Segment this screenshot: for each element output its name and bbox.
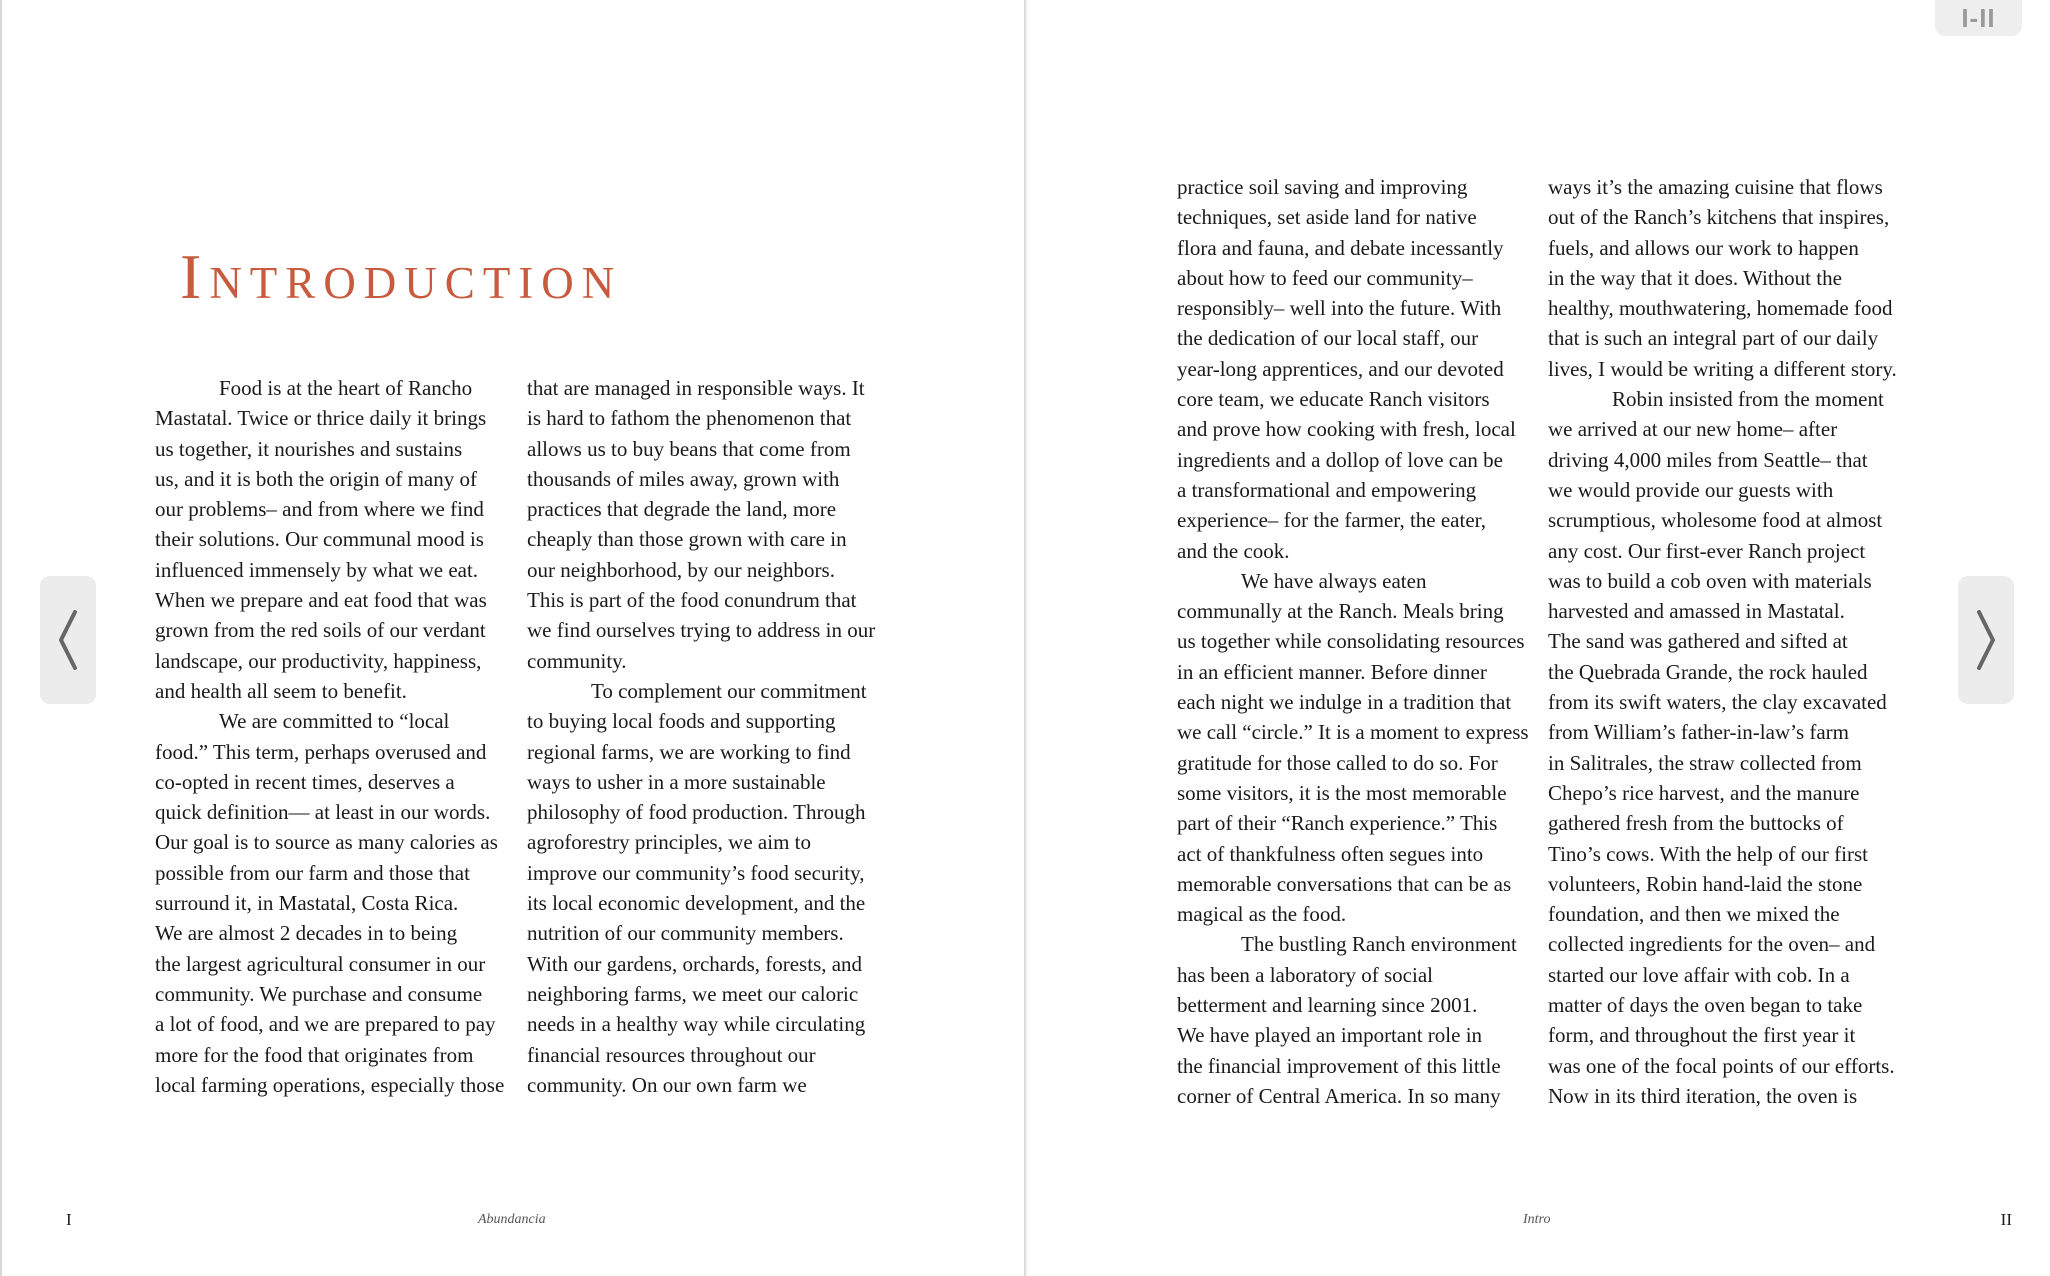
text-line: Chepo’s rice harvest, and the manure [1548, 780, 1860, 805]
text-line: core team, we educate Ranch visitors [1177, 387, 1490, 412]
text-line: we call “circle.” It is a moment to express [1177, 720, 1529, 745]
chapter-title: Introduction [180, 241, 623, 312]
text-line: community. We purchase and consume [155, 981, 483, 1006]
text-line: the financial improvement of this little [1177, 1053, 1501, 1078]
text-line: we find ourselves trying to address in our [527, 618, 876, 643]
text-line: grown from the red soils of our verdant [155, 618, 486, 643]
running-footer: Intro [1523, 1212, 1551, 1227]
right-page-column-1 [1177, 172, 1537, 1111]
text-line: us together, it nourishes and sustains [155, 436, 463, 461]
text-line: ingredients and a dollop of love can be [1177, 447, 1503, 472]
text-line: local farming operations, especially those [155, 1072, 505, 1097]
text-line: techniques, set aside land for native [1177, 205, 1477, 230]
text-line: nutrition of our community members. [527, 921, 844, 946]
text-line: needs in a healthy way while circulating [527, 1012, 866, 1037]
text-line: co-opted in recent times, deserves a [155, 769, 455, 794]
text-line: lives, I would be writing a different story. [1548, 356, 1897, 381]
text-line: quick definition— at least in our words. [155, 800, 491, 825]
text-line: Tino’s cows. With the help of our first [1548, 841, 1868, 866]
left-page [0, 0, 1024, 1276]
text-line: from its swift waters, the clay excavated [1548, 690, 1887, 715]
text-line: Robin insisted from the moment [1612, 387, 1884, 412]
text-line: part of their “Ranch experience.” This [1177, 811, 1498, 836]
text-line: in the way that it does. Without the [1548, 265, 1842, 290]
text-line: that is such an integral part of our daily [1548, 326, 1879, 351]
text-line: matter of days the oven began to take [1548, 993, 1863, 1018]
text-line: about how to feed our community– [1177, 265, 1473, 290]
text-line: a transformational and empowering [1177, 477, 1477, 502]
text-line: their solutions. Our communal mood is [155, 527, 484, 552]
right-page [1028, 0, 2050, 1276]
text-line: foundation, and then we mixed the [1548, 902, 1840, 927]
text-line: practices that degrade the land, more [527, 497, 837, 522]
text-line: is hard to fathom the phenomenon that [527, 406, 852, 431]
text-line: fuels, and allows our work to happen [1548, 235, 1859, 260]
text-line: We are committed to “local [219, 709, 450, 734]
text-line: regional farms, we are working to find [527, 739, 851, 764]
text-line: in an efficient manner. Before dinner [1177, 659, 1487, 684]
running-footer: Abundancia [478, 1212, 546, 1227]
text-line: and health all seem to benefit. [155, 678, 407, 703]
text-line: volunteers, Robin hand-laid the stone [1548, 871, 1863, 896]
text-line: any cost. Our first-ever Ranch project [1548, 538, 1866, 563]
text-line: thousands of miles away, grown with [527, 466, 840, 491]
text-line: was one of the focal points of our efforts. [1548, 1053, 1895, 1078]
text-line: memorable conversations that can be as [1177, 871, 1512, 896]
text-line: us together while consolidating resources [1177, 629, 1525, 654]
text-line: community. On our own farm we [527, 1072, 807, 1097]
text-line: the dedication of our local staff, our [1177, 326, 1479, 351]
text-line: a lot of food, and we are prepared to pay [155, 1012, 496, 1037]
text-line: in Salitrales, the straw collected from [1548, 750, 1862, 775]
text-line: we arrived at our new home– after [1548, 417, 1838, 442]
text-line: financial resources throughout our [527, 1042, 816, 1067]
text-line: improve our community’s food security, [527, 860, 865, 885]
text-line: We are almost 2 decades in to being [155, 921, 458, 946]
text-line: gratitude for those called to do so. For [1177, 750, 1498, 775]
text-line: flora and fauna, and debate incessantly [1177, 235, 1504, 260]
text-line: allows us to buy beans that come from [527, 436, 851, 461]
text-line: year-long apprentices, and our devoted [1177, 356, 1504, 381]
text-line: we would provide our guests with [1548, 477, 1834, 502]
text-line: Our goal is to source as many calories as [155, 830, 498, 855]
left-page-column-2 [527, 373, 887, 1100]
text-line: has been a laboratory of social [1177, 962, 1433, 987]
chevron-right-icon [1973, 608, 1999, 672]
text-line: our neighborhood, by our neighbors. [527, 557, 835, 582]
text-line: gathered fresh from the buttocks of [1548, 811, 1844, 836]
text-line: We have always eaten [1241, 568, 1427, 593]
page-number: II [2000, 1210, 2012, 1229]
text-line: neighboring farms, we meet our caloric [527, 981, 859, 1006]
text-line: healthy, mouthwatering, homemade food [1548, 296, 1893, 321]
text-line: surround it, in Mastatal, Costa Rica. [155, 891, 459, 916]
text-line: betterment and learning since 2001. [1177, 993, 1478, 1018]
text-line: landscape, our productivity, happiness, [155, 648, 482, 673]
text-line: ways to usher in a more sustainable [527, 769, 826, 794]
text-line: its local economic development, and the [527, 891, 866, 916]
text-line: scrumptious, wholesome food at almost [1548, 508, 1883, 533]
text-line: community. [527, 648, 627, 673]
text-line: act of thankfulness often segues into [1177, 841, 1484, 866]
text-line: The sand was gathered and sifted at [1548, 629, 1848, 654]
text-line: food.” This term, perhaps overused and [155, 739, 487, 764]
text-line: form, and throughout the first year it [1548, 1023, 1856, 1048]
text-line: driving 4,000 miles from Seattle– that [1548, 447, 1868, 472]
text-line: our problems– and from where we find [155, 497, 484, 522]
text-line: started our love affair with cob. In a [1548, 962, 1850, 987]
text-line: Mastatal. Twice or thrice daily it brings [155, 406, 487, 431]
text-line: some visitors, it is the most memorable [1177, 780, 1507, 805]
text-line: harvested and amassed in Mastatal. [1548, 599, 1845, 624]
text-line: from William’s father-in-law’s farm [1548, 720, 1850, 745]
text-line: cheaply than those grown with care in [527, 527, 847, 552]
text-line: influenced immensely by what we eat. [155, 557, 479, 582]
text-line: corner of Central America. In so many [1177, 1083, 1501, 1108]
text-line: With our gardens, orchards, forests, and [527, 951, 863, 976]
text-line: possible from our farm and those that [155, 860, 470, 885]
text-line: and the cook. [1177, 538, 1290, 563]
text-line: We have played an important role in [1177, 1023, 1483, 1048]
text-line: The bustling Ranch environment [1241, 932, 1517, 957]
text-line: to buying local foods and supporting [527, 709, 836, 734]
text-line: us, and it is both the origin of many of [155, 466, 477, 491]
text-line: each night we indulge in a tradition that [1177, 690, 1512, 715]
text-line: the largest agricultural consumer in our [155, 951, 486, 976]
text-line: and prove how cooking with fresh, local [1177, 417, 1516, 442]
previous-page-button[interactable] [40, 576, 96, 704]
text-line: the Quebrada Grande, the rock hauled [1548, 659, 1868, 684]
text-line: collected ingredients for the oven– and [1548, 932, 1876, 957]
page-number: I [66, 1210, 72, 1229]
text-line: communally at the Ranch. Meals bring [1177, 599, 1504, 624]
text-line: This is part of the food conundrum that [527, 588, 857, 613]
text-line: agroforestry principles, we aim to [527, 830, 811, 855]
text-line: that are managed in responsible ways. It [527, 376, 865, 400]
text-line: experience– for the farmer, the eater, [1177, 508, 1487, 533]
text-line: magical as the food. [1177, 902, 1347, 927]
text-line: was to build a cob oven with materials [1548, 568, 1872, 593]
text-line: out of the Ranch’s kitchens that inspires, [1548, 205, 1890, 230]
right-page-column-2 [1548, 172, 1908, 1111]
text-line: To complement our commitment [591, 678, 867, 703]
text-line: practice soil saving and improving [1177, 175, 1468, 199]
text-line: more for the food that originates from [155, 1042, 474, 1067]
text-line: Food is at the heart of Rancho [219, 376, 473, 400]
text-line: philosophy of food production. Through [527, 800, 866, 825]
left-page-column-1 [155, 373, 515, 1100]
text-line: Now in its third iteration, the oven is [1548, 1083, 1858, 1108]
text-line: responsibly– well into the future. With [1177, 296, 1502, 321]
next-page-button[interactable] [1958, 576, 2014, 704]
page-indicator[interactable]: I-II [1935, 0, 2022, 36]
text-line: ways it’s the amazing cuisine that flows [1548, 175, 1883, 199]
text-line: When we prepare and eat food that was [155, 588, 487, 613]
chevron-left-icon [55, 608, 81, 672]
